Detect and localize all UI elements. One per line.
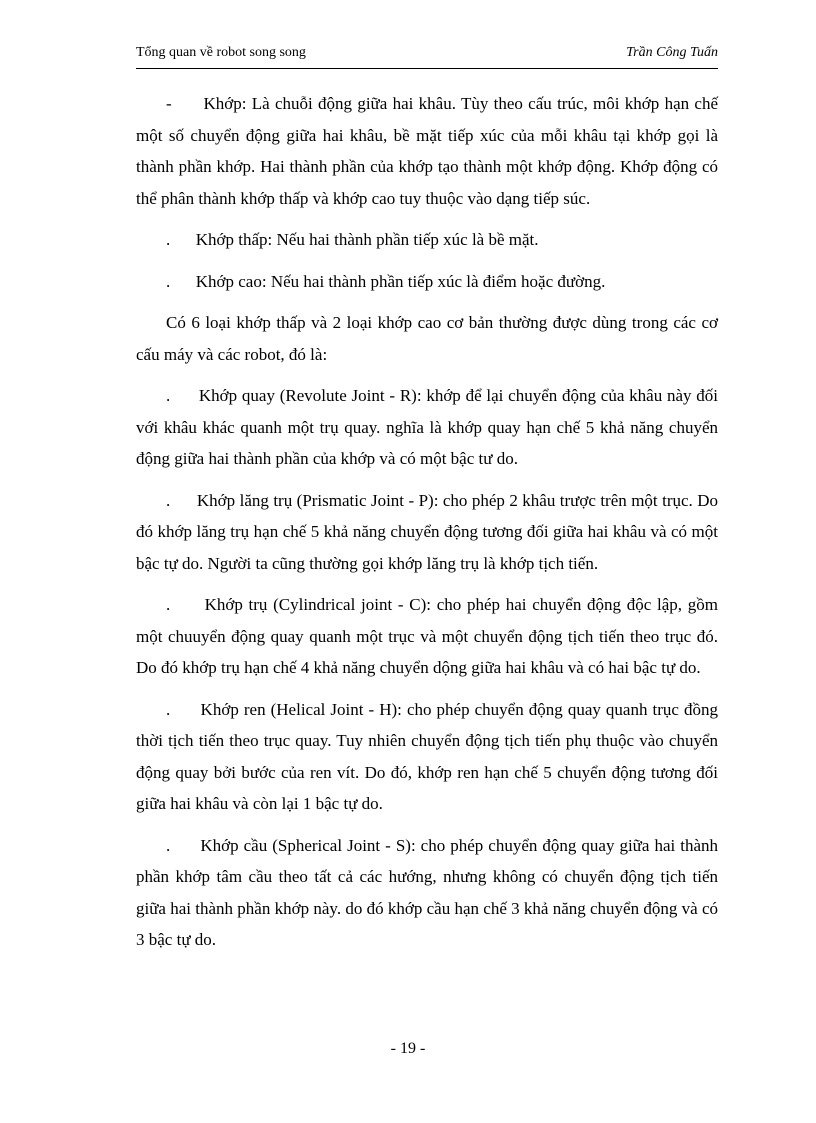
paragraph-text: Khớp: Là chuỗi động giữa hai khâu. Tùy theo cấu trúc, môi khớp hạn chế một số chuyển động giữa hai khâu, bề mặt tiếp xúc của mỗi khâu tại khớp gọi là thành phần khớp. Hai thành phần của khớp tạo thành một khớp động. Khớp động có thể phân thành khớp thấp và khớp cao tuy thuộc vào dạng tiếp súc.: [136, 94, 718, 208]
paragraph-text: Khớp ren (Helical Joint - H): cho phép chuyển động quay quanh trục đồng thời tịch tiến theo trục quay. Tuy nhiên chuyển động tịch tiến phụ thuộc vào chuyển động quay bởi bước của ren vít. Do đó, khớp ren hạn chế 5 chuyển động tương đối giữa hai khâu và còn lại 1 bậc tự do.: [136, 699, 718, 813]
paragraph-khop-ren: [136, 694, 718, 820]
dot-marker: .: [166, 271, 171, 291]
header-author: Trần Công Tuấn: [626, 45, 718, 60]
paragraph-khop-quay: [136, 380, 718, 475]
paragraph-text: Khớp thấp: Nếu hai thành phần tiếp xúc là bề mặt.: [195, 230, 539, 249]
paragraph-text: Khớp cao: Nếu hai thành phần tiếp xúc là điểm hoặc đường.: [195, 271, 606, 291]
paragraph-khop-lang-tru: [136, 485, 718, 580]
paragraph-khop: [136, 88, 718, 214]
paragraph-text: Khớp quay (Revolute Joint - R): khớp để lại chuyển động của khâu này đối với khâu khác quanh một trụ quay. nghĩa là khớp quay hạn chế 5 khả năng chuyển động giữa hai thành phần của khớp và có một bậc tư do.: [136, 386, 719, 468]
paragraph-khop-thap: [136, 224, 718, 256]
dot-marker: .: [166, 230, 171, 249]
paragraph-text: Có 6 loại khớp thấp và 2 loại khớp cao cơ bản thường được dùng trong các cơ cấu máy và các robot, đó là:: [136, 313, 718, 364]
dot-marker: .: [166, 699, 171, 719]
dot-marker: .: [166, 595, 171, 614]
dot-marker: .: [166, 835, 171, 855]
page-header: [136, 45, 718, 63]
body-text: [136, 88, 718, 966]
paragraph-text: Khớp trụ (Cylindrical joint - C): cho phép hai chuyển động độc lập, gồm một chuuyển động quay quanh một trục và một chuyển động tịch tiến theo trục đó. Do đó khớp trụ hạn chế 4 khả năng chuyển dộng giữa hai khâu và có hai bậc tự do.: [136, 595, 718, 677]
dot-marker: .: [166, 490, 171, 510]
paragraph-khop-cau: [136, 830, 718, 956]
dot-marker: .: [166, 386, 171, 405]
dash-marker: -: [166, 94, 172, 113]
paragraph-text: Khớp lăng trụ (Prismatic Joint - P): cho phép 2 khâu trược trên một trục. Do đó khớp lăng trụ hạn chế 5 khả năng chuyển động tương đối giữa hai khâu và có một bậc tự do. Người ta cũng thường gọi khớp lăng trụ là khớp tịch tiến.: [136, 490, 718, 573]
page-number: - 19 -: [390, 1040, 426, 1057]
header-title: Tổng quan về robot song song: [136, 45, 306, 60]
paragraph-intro: [136, 307, 718, 370]
paragraph-text: Khớp cầu (Spherical Joint - S): cho phép chuyển động quay giữa hai thành phần khớp tâm cầu theo tất cả các hướng, nhưng không có chuyển động tịch tiến giữa hai thành phần khớp này. do đó khớp cầu hạn chế 3 khả năng chuyển động và có 3 bậc tự do.: [136, 835, 719, 949]
paragraph-khop-cao: [136, 266, 718, 298]
header-rule: [136, 68, 718, 69]
paragraph-khop-tru: [136, 589, 718, 684]
